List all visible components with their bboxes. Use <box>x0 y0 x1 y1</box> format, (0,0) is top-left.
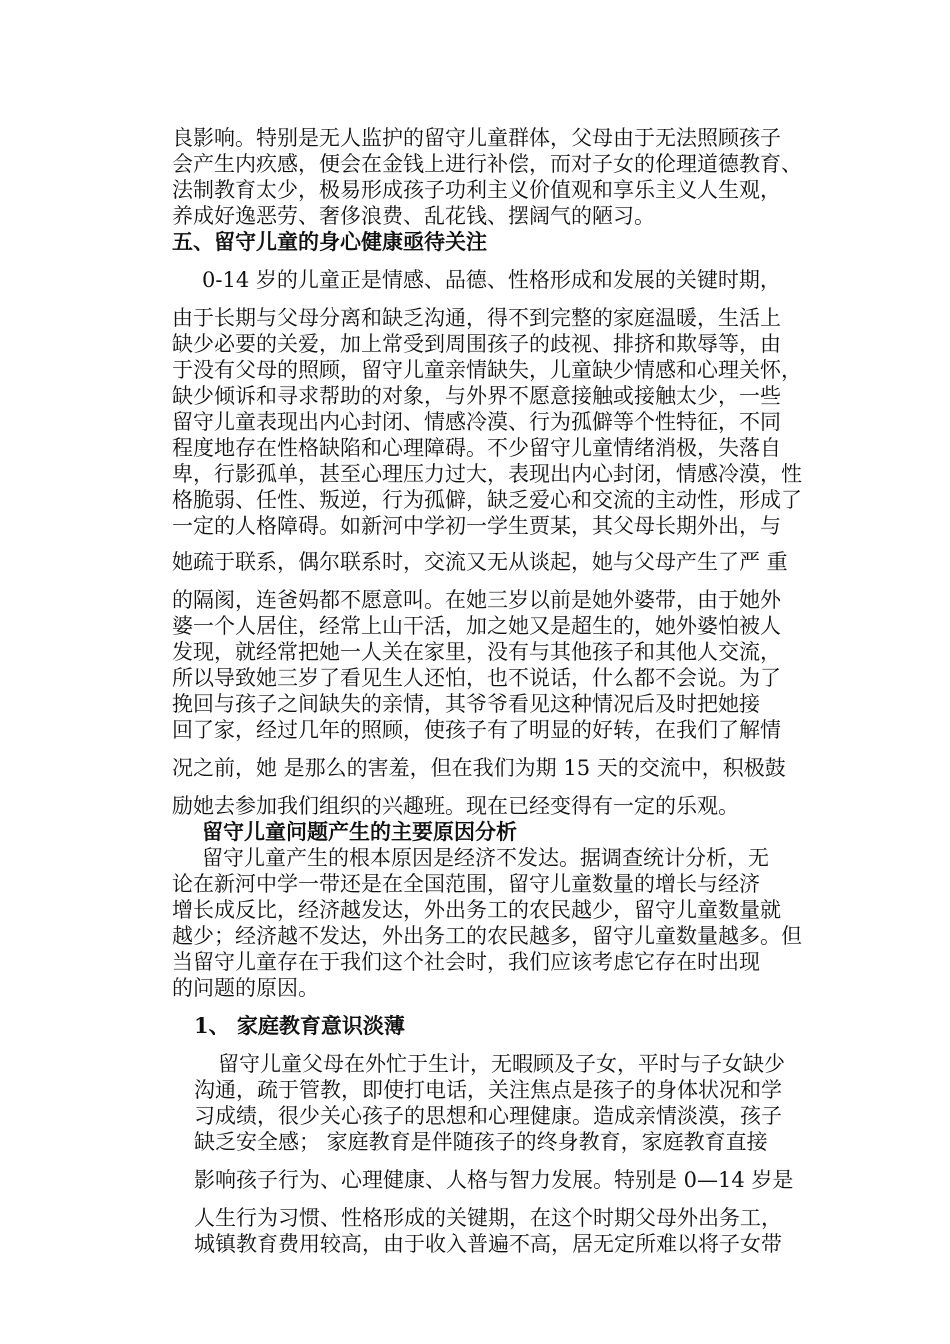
text-line: 她疏于联系，偶尔联系时，交流又无从谈起，她与父母产生了严 重 <box>172 550 788 574</box>
text-line: 于没有父母的照顾，留守儿童亲情缺失，儿童缺少情感和心理关怀， <box>172 358 802 382</box>
text-line: 励她去参加我们组织的兴趣班。现在已经变得有一定的乐观。 <box>172 794 739 818</box>
text-line: 论在新河中学一带还是在全国范围，留守儿童数量的增长与经济 <box>172 872 760 896</box>
subsection-heading: 1、 家庭教育意识淡薄 <box>194 1013 405 1038</box>
text-line: 留守儿童产生的根本原因是经济不发达。据调查统计分析，无 <box>202 846 769 870</box>
text-line: 缺少倾诉和寻求帮助的对象，与外界不愿意接触或接触太少，一些 <box>172 384 781 408</box>
text-line: 习成绩，很少关心孩子的思想和心理健康。造成亲情淡漠，孩子 <box>194 1104 782 1128</box>
text-line: 留守儿童表现出内心封闭、情感冷漠、行为孤僻等个性特征，不同 <box>172 410 781 434</box>
text-line: 留守儿童父母在外忙于生计，无暇顾及子女，平时与子女缺少 <box>218 1052 785 1076</box>
text-line: 城镇教育费用较高，由于收入普遍不高，居无定所难以将子女带 <box>194 1232 782 1256</box>
text-line: 越少；经济越不发达，外出务工的农民越多，留守儿童数量越多。但 <box>172 924 802 948</box>
text-line: 缺乏安全感； 家庭教育是伴随孩子的终身教育，家庭教育直接 <box>194 1130 768 1154</box>
text-line: 婆一个人居住，经常上山干活，加之她又是超生的，她外婆怕被人 <box>172 614 781 638</box>
text-line: 的隔阂，连爸妈都不愿意叫。在她三岁以前是她外婆带，由于她外 <box>172 588 781 612</box>
text-line: 格脆弱、任性、叛逆，行为孤僻，缺乏爱心和交流的主动性，形成了 <box>172 488 802 512</box>
text-line: 增长成反比，经济越发达，外出务工的农民越少，留守儿童数量就 <box>172 898 781 922</box>
text-line: 一定的人格障碍。如新河中学初一学生贾某，其父母长期外出，与 <box>172 514 781 538</box>
text-line: 养成好逸恶劳、奢侈浪费、乱花钱、摆阔气的陋习。 <box>172 204 655 228</box>
text-line: 由于长期与父母分离和缺乏沟通，得不到完整的家庭温暖，生活上 <box>172 306 781 330</box>
section-heading: 留守儿童问题产生的主要原因分析 <box>202 819 517 844</box>
text-line: 会产生内疚感，便会在金钱上进行补偿，而对子女的伦理道德教育、 <box>172 152 802 176</box>
text-line: 0-14 岁的儿童正是情感、品德、性格形成和发展的关键时期， <box>202 268 781 292</box>
text-line: 回了家，经过几年的照顾，使孩子有了明显的好转，在我们了解情 <box>172 718 781 742</box>
text-line: 良影响。特别是无人监护的留守儿童群体，父母由于无法照顾孩子 <box>172 126 781 150</box>
text-line: 所以导致她三岁了看见生人还怕，也不说话，什么都不会说。为了 <box>172 666 781 690</box>
text-line: 人生行为习惯、性格形成的关键期，在这个时期父母外出务工， <box>194 1206 782 1230</box>
text-line: 发现，就经常把她一人关在家里，没有与其他孩子和其他人交流， <box>172 640 781 664</box>
text-line: 影响孩子行为、心理健康、人格与智力发展。特别是 0—14 岁是 <box>194 1168 794 1192</box>
text-line: 程度地存在性格缺陷和心理障碍。不少留守儿童情绪消极，失落自 <box>172 436 781 460</box>
text-line: 的问题的原因。 <box>172 976 319 1000</box>
section-heading: 五、留守儿童的身心健康亟待关注 <box>172 229 487 254</box>
text-line: 法制教育太少，极易形成孩子功利主义价值观和享乐主义人生观， <box>172 178 781 202</box>
text-line: 况之前，她 是那么的害羞，但在我们为期 15 天的交流中，积极鼓 <box>172 756 786 780</box>
text-line: 沟通，疏于管教，即使打电话，关注焦点是孩子的身体状况和学 <box>194 1078 782 1102</box>
text-line: 缺少必要的关爱，加上常受到周围孩子的歧视、排挤和欺辱等，由 <box>172 332 781 356</box>
text-line: 卑，行影孤单，甚至心理压力过大，表现出内心封闭，情感冷漠，性 <box>172 462 802 486</box>
text-line: 挽回与孩子之间缺失的亲情，其爷爷看见这种情况后及时把她接 <box>172 692 760 716</box>
text-line: 当留守儿童存在于我们这个社会时，我们应该考虑它存在时出现 <box>172 950 760 974</box>
